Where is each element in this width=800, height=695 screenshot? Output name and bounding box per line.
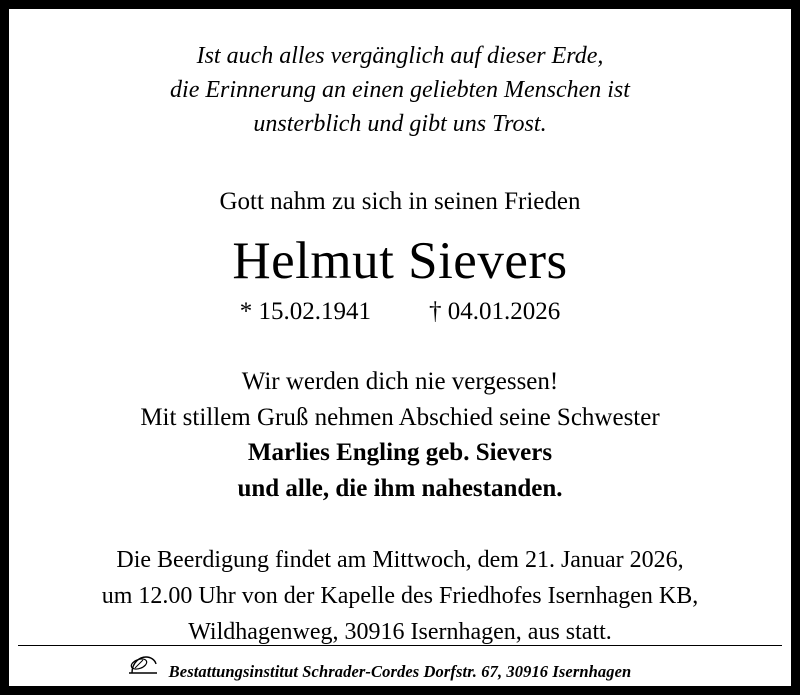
survivor-name: Marlies Engling geb. Sievers <box>247 439 553 467</box>
message-line-1: Wir werden dich nie vergessen! <box>241 368 559 396</box>
funeral-line-1: Die Beerdigung findet am Mittwoch, dem 21. Januar 2026, <box>116 547 684 574</box>
message-line-2: Mit stillem Gruß nehmen Abschied seine Schwester <box>140 403 660 431</box>
footer-bar <box>18 645 782 686</box>
deceased-name: Helmut Sievers <box>232 232 568 291</box>
life-dates <box>49 298 751 326</box>
intro-text: Gott nahm zu sich in seinen Frieden <box>219 188 581 216</box>
verse-line-1: Ist auch alles vergänglich auf dieser Erde, <box>196 43 604 69</box>
mourning-message <box>49 364 751 506</box>
survivor-others: und alle, die ihm nahestanden. <box>237 474 563 502</box>
verse-block <box>49 39 751 141</box>
funeral-line-2: um 12.00 Uhr von der Kapelle des Friedhofes Isernhagen KB, <box>101 583 699 610</box>
birth-date: * 15.02.1941 <box>239 298 371 326</box>
funeral-details <box>49 542 751 650</box>
footer-text: Bestattungsinstitut Schrader-Cordes Dorfstr. 67, 30916 Isernhagen <box>168 662 632 681</box>
verse-line-2: die Erinnerung an einen geliebten Menschen ist <box>170 77 630 104</box>
funeral-line-3: Wildhagenweg, 30916 Isernhagen, aus statt. <box>188 619 612 646</box>
funeral-home-logo-icon <box>126 648 160 678</box>
death-date: † 04.01.2026 <box>429 298 561 326</box>
verse-line-3: unsterblich und gibt uns Trost. <box>253 111 547 138</box>
